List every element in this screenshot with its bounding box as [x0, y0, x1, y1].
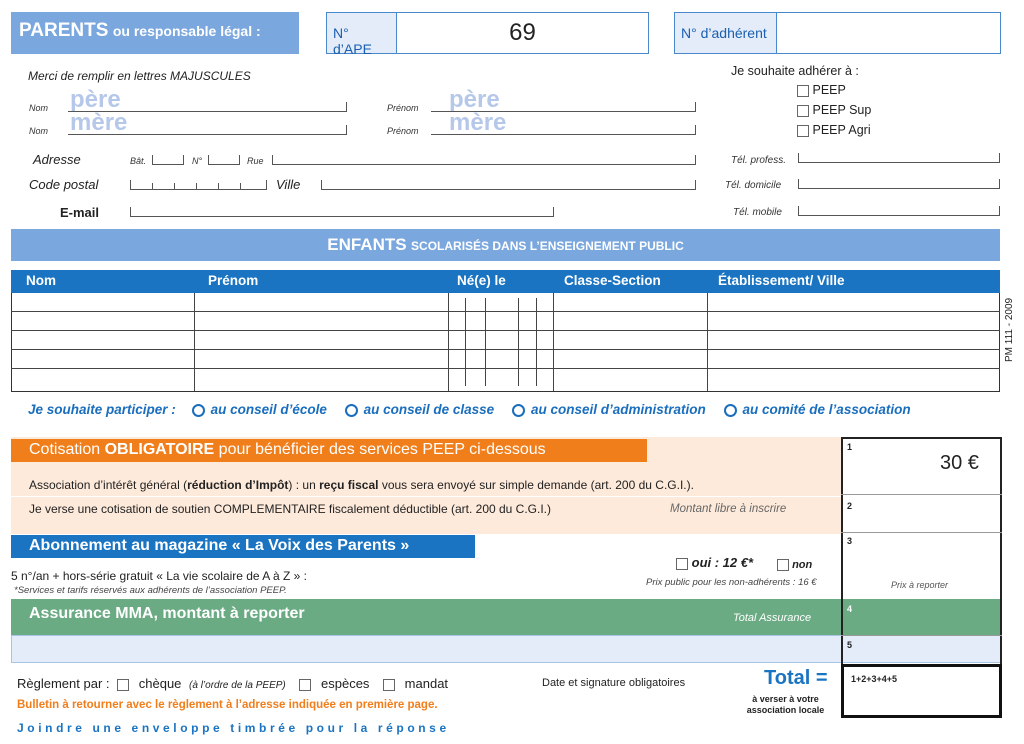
col-classe: Classe-Section: [564, 273, 661, 288]
adhesion-option-peep-agri[interactable]: [797, 123, 871, 137]
tel-profess-label: Tél. profess.: [731, 155, 787, 166]
rue-field[interactable]: [272, 155, 696, 165]
ghost-pere-2: père: [449, 86, 500, 113]
enfants-subtitle: SCOLARISÉS DANS L’ENSEIGNEMENT PUBLIC: [411, 239, 684, 253]
col-prenom: Prénom: [208, 273, 259, 288]
mandat-label: mandat: [404, 676, 449, 691]
amount-1-number: 1: [847, 442, 853, 452]
nom-label-2: Nom: [29, 126, 49, 136]
radio-comite-association[interactable]: [724, 404, 737, 417]
ape-value[interactable]: 69: [509, 19, 536, 46]
cp-field[interactable]: [130, 180, 267, 190]
total-formula: 1+2+3+4+5: [851, 674, 898, 684]
prix-public: Prix public pour les non-adhérents : 16 €: [646, 577, 817, 588]
participation-label: Je souhaite participer :: [28, 402, 176, 417]
reglement-label: Règlement par :: [17, 676, 110, 691]
num-label: N°: [192, 156, 203, 166]
col-etablissement: Établissement/ Ville: [718, 273, 845, 288]
peep-agri-label: PEEP Agri: [812, 123, 871, 137]
prenom-label-1: Prénom: [387, 103, 419, 113]
total-box[interactable]: [841, 664, 1002, 718]
cheque-note: (à l’ordre de la PEEP): [189, 680, 286, 691]
ville-field[interactable]: [321, 180, 696, 190]
retour-note: Bulletin à retourner avec le règlement à l’adresse indiquée en première page.: [17, 699, 438, 711]
table-row[interactable]: [11, 293, 1000, 312]
total-assurance-label: Total Assurance: [733, 612, 812, 624]
ape-label: N° d’APE: [327, 13, 397, 53]
oui-label: oui : 12 €*: [691, 555, 754, 570]
ghost-mere-1: mère: [70, 109, 128, 136]
peep-label: PEEP: [812, 83, 846, 97]
parents-title: PARENTS: [19, 20, 109, 41]
magazine-title: Abonnement au magazine « La Voix des Parents »: [11, 535, 475, 558]
assurance-title: Assurance MMA, montant à reporter: [29, 605, 305, 622]
adhesion-option-peep[interactable]: [797, 83, 846, 97]
side-reference: PM 111 - 2009: [1004, 297, 1015, 362]
adhesion-title: Je souhaite adhérer à :: [731, 64, 859, 78]
amount-4-number: 4: [847, 604, 853, 614]
table-row[interactable]: [11, 350, 1000, 369]
rue-label: Rue: [247, 156, 264, 166]
cotisation-line2: Je verse une cotisation de soutien COMPLEMENTAIRE fiscalement déductible (art. 200 du C.G.I.): [29, 502, 552, 516]
mandat-checkbox[interactable]: [383, 679, 395, 691]
adhesion-option-peep-sup[interactable]: [797, 103, 871, 117]
email-field[interactable]: [130, 207, 554, 217]
peep-sup-label: PEEP Sup: [812, 103, 872, 117]
tel-profess-field[interactable]: [798, 153, 1000, 163]
bat-field[interactable]: [152, 155, 184, 165]
col-naissance: Né(e) le: [457, 273, 506, 288]
table-header: [11, 270, 1000, 293]
ville-label: Ville: [276, 177, 301, 192]
adherent-label: N° d’adhérent: [675, 13, 777, 53]
prenom-field-2[interactable]: [431, 125, 696, 135]
magazine-line1: 5 n°/an + hors-série gratuit « La vie scolaire de A à Z » :: [11, 569, 307, 583]
table-row[interactable]: [11, 369, 1000, 391]
ghost-mere-2: mère: [449, 109, 507, 136]
adherent-box: [674, 12, 1001, 54]
radio-conseil-classe[interactable]: [345, 404, 358, 417]
cotisation-title: Cotisation OBLIGATOIRE pour bénéficier des services PEEP ci-dessous: [11, 439, 647, 462]
participation-row: [28, 402, 911, 417]
cheque-label: chèque: [138, 676, 182, 691]
radio-conseil-administration[interactable]: [512, 404, 525, 417]
cheque-checkbox[interactable]: [117, 679, 129, 691]
prenom-label-2: Prénom: [387, 126, 419, 136]
bat-label: Bât.: [130, 156, 147, 166]
radio-conseil-ecole[interactable]: [192, 404, 205, 417]
nom-field-2[interactable]: [68, 125, 347, 135]
amount-2-number: 2: [847, 501, 853, 511]
table-row[interactable]: [11, 331, 1000, 350]
conseil-classe-label: au conseil de classe: [363, 402, 495, 417]
conseil-ecole-label: au conseil d’école: [210, 402, 327, 417]
prix-reporter: Prix à reporter: [891, 580, 949, 590]
non-checkbox[interactable]: [777, 559, 789, 571]
total-label: Total =: [764, 667, 828, 689]
adresse-label: Adresse: [33, 152, 81, 167]
col-nom: Nom: [26, 273, 56, 288]
majuscules-instruction: Merci de remplir en lettres MAJUSCULES: [28, 69, 251, 83]
enfants-title: ENFANTS: [327, 235, 407, 254]
oui-checkbox[interactable]: [676, 558, 688, 570]
tel-mobile-label: Tél. mobile: [733, 207, 782, 218]
nom-field-1[interactable]: [68, 102, 347, 112]
amount-3-number: 3: [847, 536, 853, 546]
peep-agri-checkbox[interactable]: [797, 125, 809, 137]
tel-domicile-label: Tél. domicile: [725, 180, 782, 191]
peep-checkbox[interactable]: [797, 85, 809, 97]
email-label: E-mail: [60, 205, 100, 220]
tel-domicile-field[interactable]: [798, 179, 1000, 189]
reglement-row: [17, 676, 448, 691]
magazine-non[interactable]: [777, 559, 812, 571]
table-row[interactable]: [11, 312, 1000, 331]
nom-label-1: Nom: [29, 103, 49, 113]
montant-libre: Montant libre à inscrire: [670, 503, 787, 515]
signature-label: Date et signature obligatoires: [542, 677, 686, 689]
adherent-value[interactable]: [777, 13, 1000, 53]
cotisation-line1: Association d’intérêt général (réduction d’Impôt) : un reçu fiscal vous sera envoyé sur simple demande (art. 200 du C.G.I.).: [29, 478, 694, 492]
magazine-oui[interactable]: [676, 555, 753, 570]
enfants-band: [11, 229, 1000, 261]
enveloppe-note: Joindre une enveloppe timbrée pour la réponse: [17, 721, 450, 735]
verser-label: à verser à votre association locale: [746, 694, 825, 715]
cp-label: Code postal: [29, 177, 99, 192]
especes-checkbox[interactable]: [299, 679, 311, 691]
num-field[interactable]: [208, 155, 240, 165]
prenom-field-1[interactable]: [431, 102, 696, 112]
conseil-administration-label: au conseil d’administration: [530, 402, 706, 417]
comite-association-label: au comité de l’association: [742, 402, 911, 417]
tel-mobile-field[interactable]: [798, 206, 1000, 216]
ape-box: [326, 12, 649, 57]
magazine-note: *Services et tarifs réservés aux adhérents de l’association PEEP.: [14, 585, 287, 596]
ghost-pere-1: père: [70, 86, 121, 113]
amount-5-number: 5: [847, 640, 853, 650]
parents-header: [11, 12, 299, 54]
parents-subtitle: ou responsable légal :: [112, 23, 261, 39]
amount-1-value[interactable]: 30 €: [940, 452, 979, 474]
peep-sup-checkbox[interactable]: [797, 105, 809, 117]
non-label: non: [792, 559, 813, 571]
especes-label: espèces: [321, 676, 370, 691]
